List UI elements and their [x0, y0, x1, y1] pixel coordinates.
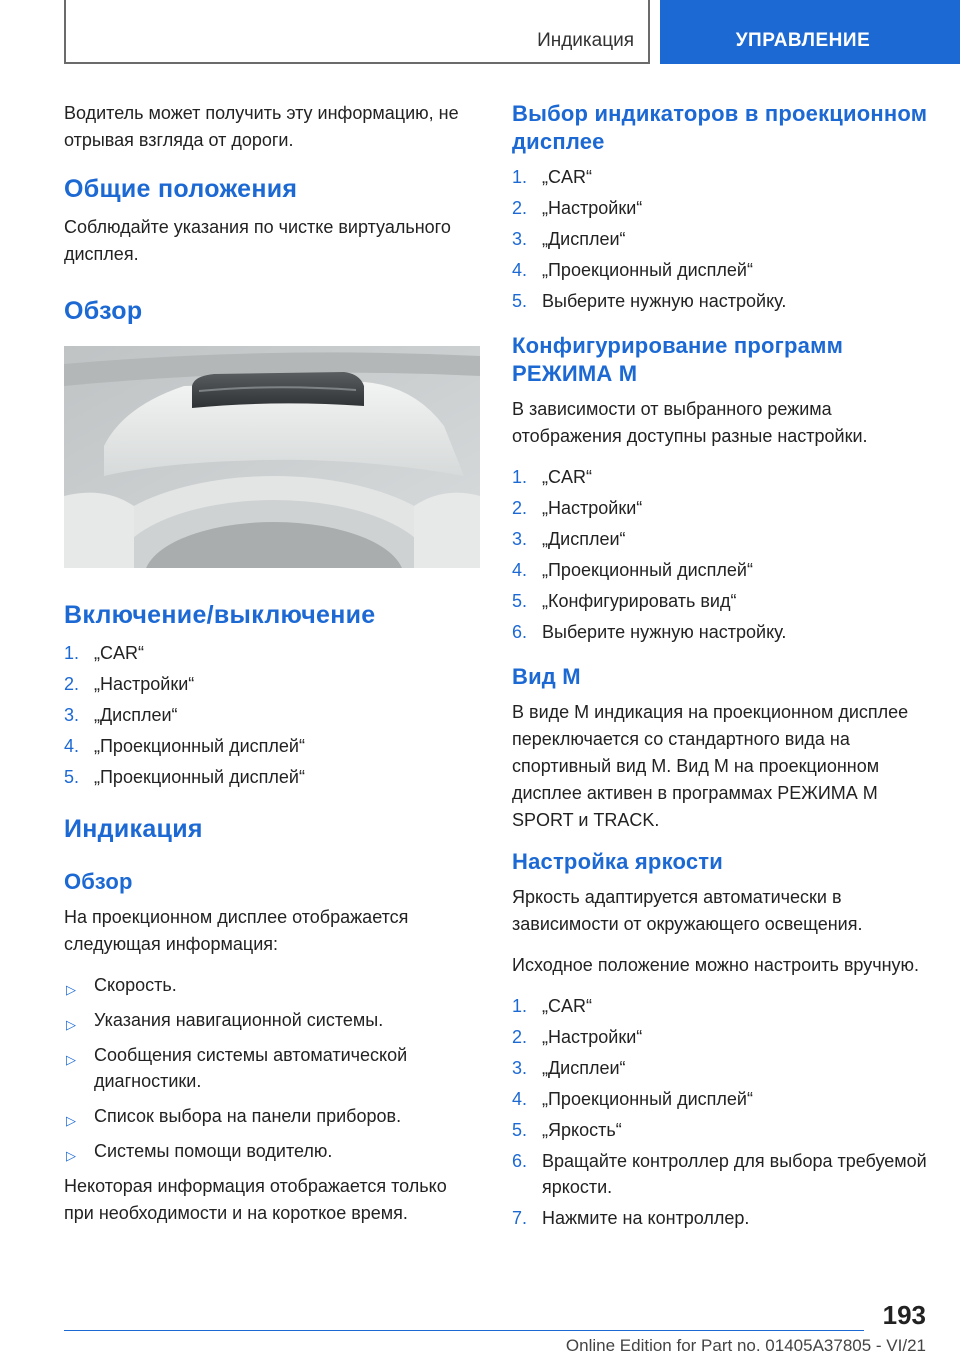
onoff-heading: Включение/выключение	[64, 601, 376, 629]
triangle-bullet-icon: ▷	[66, 1148, 76, 1163]
list-item: 5. „Яркость“	[512, 1120, 622, 1140]
brightness-heading: Настройка яркости	[512, 849, 723, 874]
list-item: ▷ Системы помощи водителю.	[64, 1138, 480, 1164]
config-steps	[512, 464, 928, 645]
right-column	[512, 100, 928, 1249]
triangle-bullet-icon: ▷	[66, 1113, 76, 1128]
list-item: 6. Выберите нужную настройку.	[512, 622, 787, 642]
list-item: 2. „Настройки“	[64, 674, 195, 694]
list-item: ▷ Список выбора на панели приборов.	[64, 1103, 480, 1129]
viewm-text: В виде M индикация на проекционном дисплее переключается со стандартного вида на спортивный вид M. Вид M на проекционном дисплее активен в программах РЕЖИМА M SPORT и TRACK.	[512, 702, 909, 830]
list-item: 3. „Дисплеи“	[512, 1058, 626, 1078]
left-column	[64, 100, 480, 1241]
list-item: 1. „CAR“	[512, 167, 592, 187]
header-chapter-tab	[660, 0, 960, 64]
header-section-label: Индикация	[537, 30, 634, 51]
config-text: В зависимости от выбранного режима отображения доступны разные настройки.	[512, 399, 868, 446]
footer-divider	[64, 1330, 864, 1331]
list-item: 3. „Дисплеи“	[512, 529, 626, 549]
list-item: 6. Вращайте контроллер для выбора требуемой яркости.	[512, 1151, 927, 1197]
list-item: 4. „Проекционный дисплей“	[512, 1089, 753, 1109]
footer-edition: Online Edition for Part no. 01405A37805 - VI/21	[565, 1336, 926, 1355]
triangle-bullet-icon: ▷	[66, 1052, 76, 1067]
list-item: 5. „Конфигурировать вид“	[512, 591, 737, 611]
general-text: Соблюдайте указания по чистке виртуального дисплея.	[64, 217, 451, 264]
overview-heading: Обзор	[64, 297, 143, 325]
display-overview-heading: Обзор	[64, 869, 133, 894]
list-item: 2. „Настройки“	[512, 198, 643, 218]
page-number: 193	[882, 1300, 926, 1330]
list-item: 1. „CAR“	[512, 467, 592, 487]
head-up-display-photo	[64, 346, 480, 568]
triangle-bullet-icon: ▷	[66, 1017, 76, 1032]
list-item: 2. „Настройки“	[512, 498, 643, 518]
onoff-steps	[64, 640, 480, 790]
list-item: 1. „CAR“	[64, 643, 144, 663]
select-steps	[512, 164, 928, 314]
brightness-text-auto: Яркость адаптируется автоматически в зависимости от окружающего освещения.	[512, 887, 863, 934]
list-item: 2. „Настройки“	[512, 1027, 643, 1047]
viewm-heading: Вид M	[512, 664, 581, 689]
list-item: ▷ Скорость.	[64, 972, 480, 998]
list-item: 1. „CAR“	[512, 996, 592, 1016]
list-item: 3. „Дисплеи“	[64, 705, 178, 725]
head-up-display-illustration	[64, 346, 480, 568]
general-heading: Общие положения	[64, 175, 298, 203]
list-item: 3. „Дисплеи“	[512, 229, 626, 249]
config-heading: Конфигурирование программ РЕЖИМА M	[512, 333, 844, 386]
closing-text: Некоторая информация отображается только при необходимости и на короткое время.	[64, 1176, 447, 1223]
header-section-tab	[64, 0, 650, 64]
list-item: 4. „Проекционный дисплей“	[512, 560, 753, 580]
display-info-list	[64, 972, 480, 1164]
select-heading: Выбор индикаторов в проекционном дисплее	[512, 101, 928, 154]
header-chapter-label: УПРАВЛЕНИЕ	[735, 30, 871, 51]
list-item: 5. Выберите нужную настройку.	[512, 291, 787, 311]
list-item: 4. „Проекционный дисплей“	[512, 260, 753, 280]
triangle-bullet-icon: ▷	[66, 982, 76, 997]
list-item: 4. „Проекционный дисплей“	[64, 736, 305, 756]
display-overview-text: На проекционном дисплее отображается следующая информация:	[64, 907, 409, 954]
display-heading: Индикация	[64, 815, 203, 843]
brightness-text-manual: Исходное положение можно настроить вручную.	[512, 955, 920, 975]
list-item: 7. Нажмите на контроллер.	[512, 1208, 750, 1228]
list-item: ▷ Указания навигационной системы.	[64, 1007, 480, 1033]
intro-text: Водитель может получить эту информацию, не отрывая взгляда от дороги.	[64, 103, 459, 150]
list-item: ▷ Сообщения системы автоматической диагностики.	[66, 1045, 408, 1091]
brightness-steps	[512, 993, 928, 1231]
list-item: 5. „Проекционный дисплей“	[64, 767, 305, 787]
